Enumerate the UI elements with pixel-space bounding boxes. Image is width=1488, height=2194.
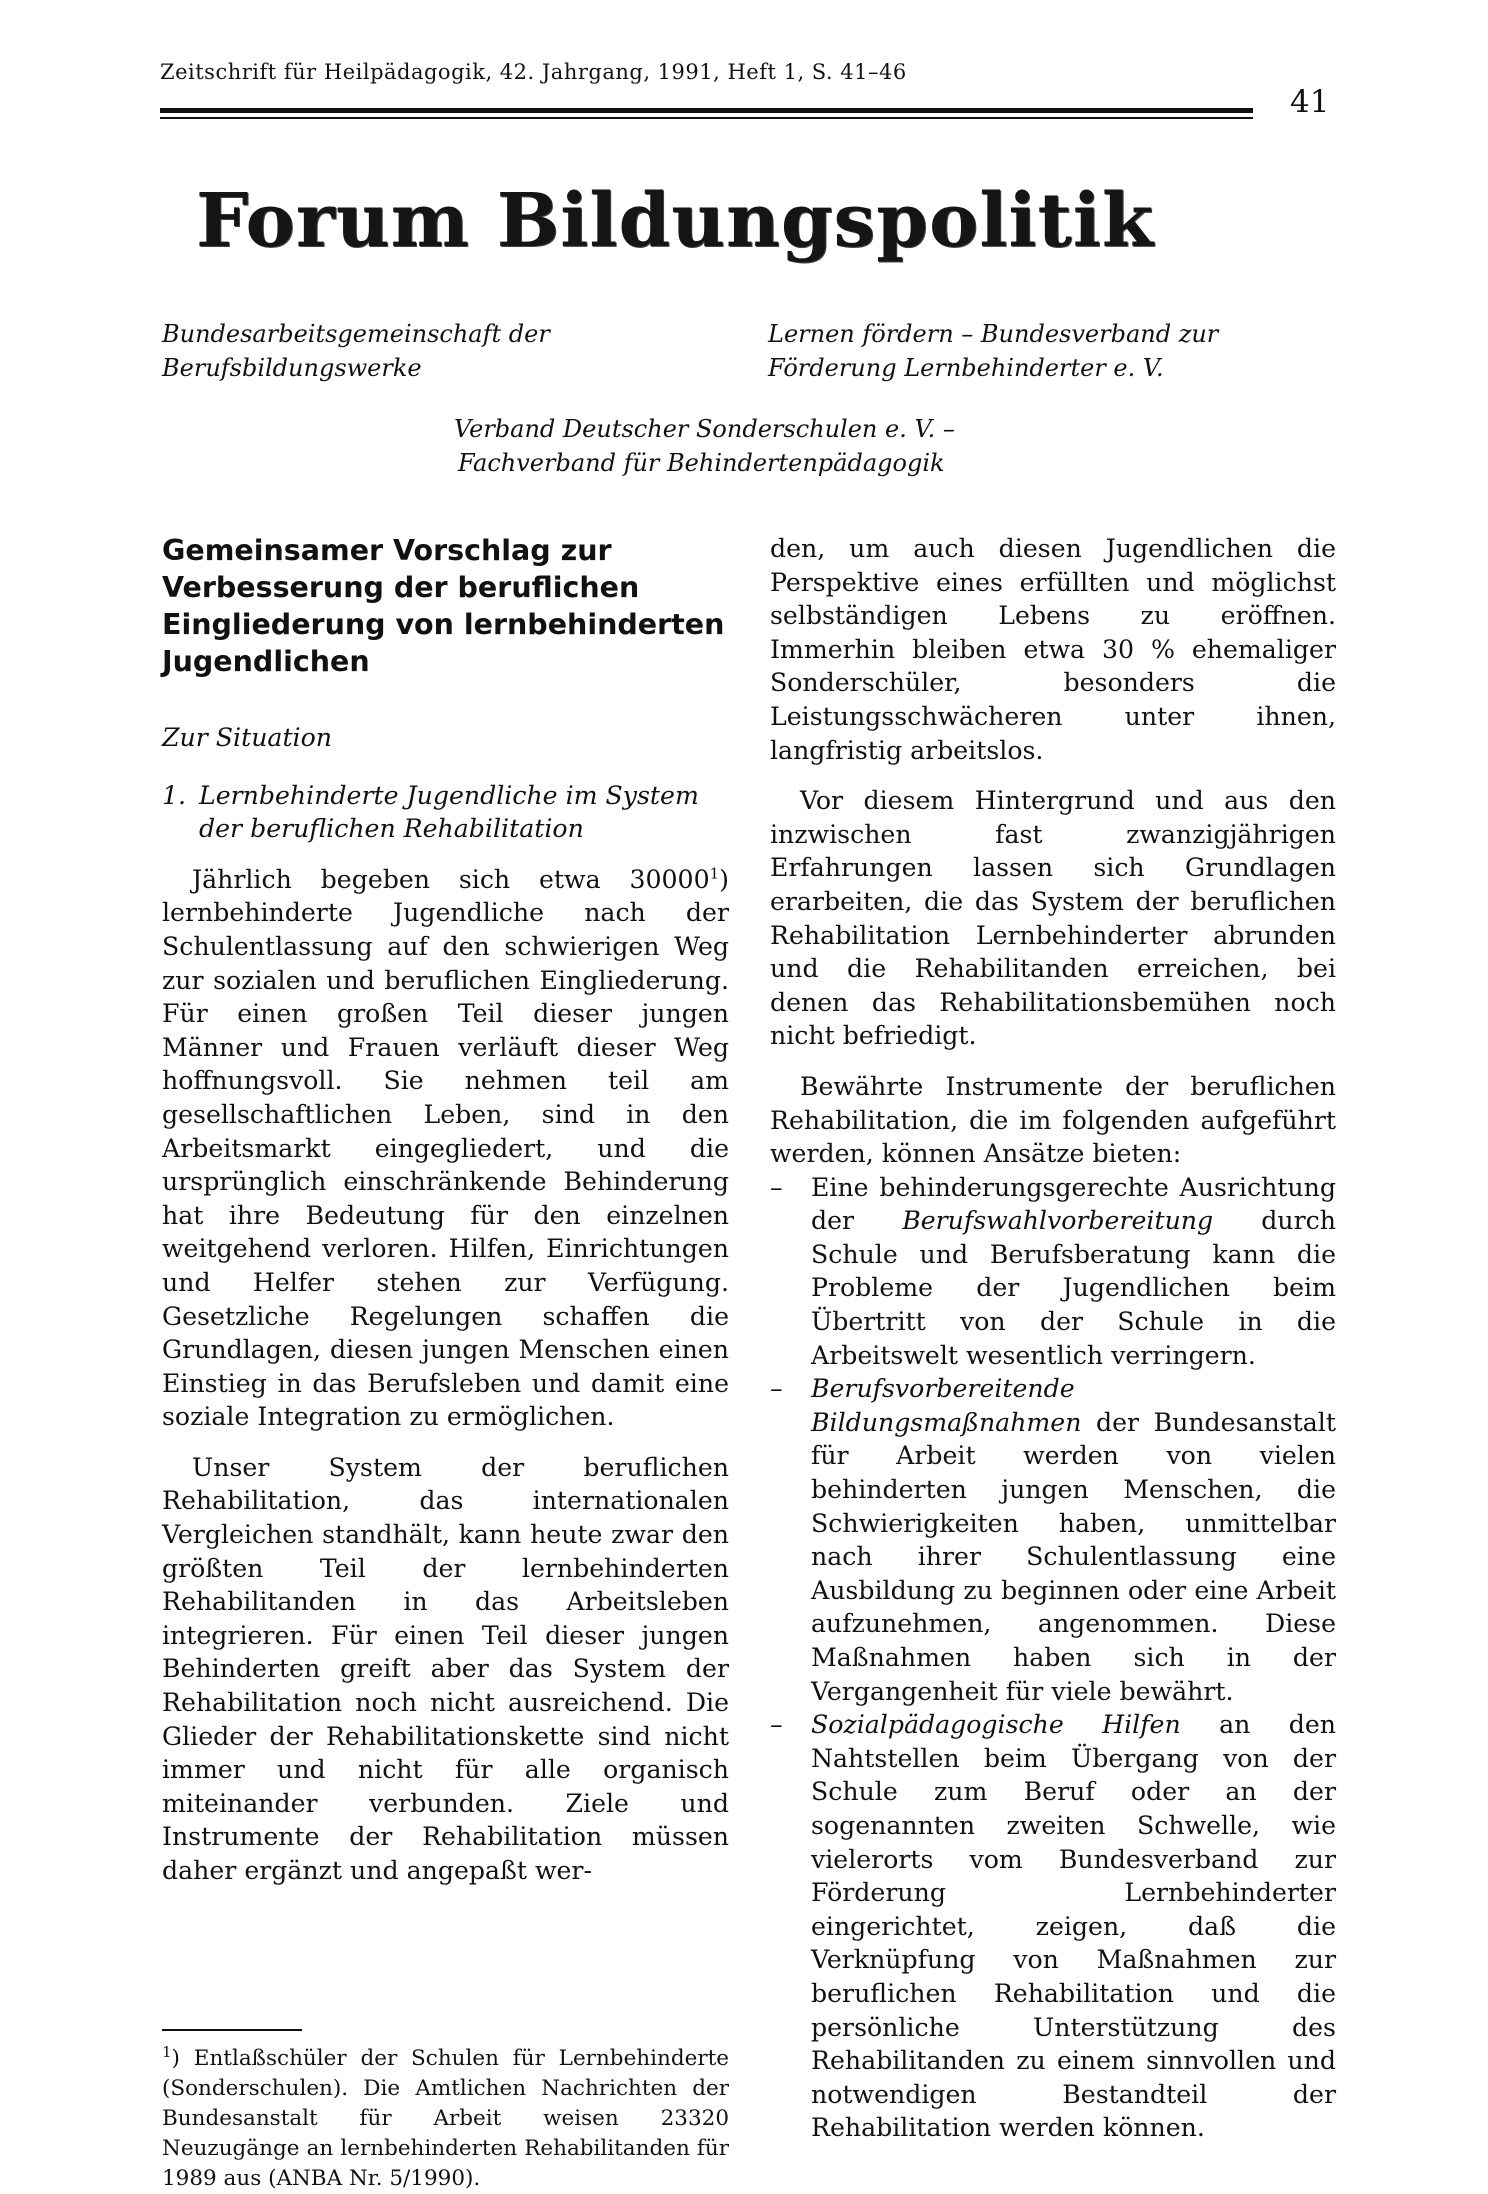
running-head: Zeitschrift für Heilpädagogik, 42. Jahrgang, 1991, Heft 1, S. 41–46 <box>160 60 907 84</box>
section-heading: Zur Situation <box>162 723 333 752</box>
paragraph-4: Bewährte Instrumente der beruflichen Rehabilitation, die im folgenden aufgeführt werden, können Ansätze bieten: <box>770 1071 1336 1169</box>
paragraph-2-continued: den, um auch diesen Jugendlichen die Perspektive eines erfüllten und möglichst selbständigen Lebens zu eröffnen. Immerhin bleiben etwa 30 % ehemaliger Sonderschüler, besonders die Leistungsschwächeren unter ihnen, langfristig arbeitslos. <box>770 534 1336 765</box>
footnote <box>162 2044 729 2194</box>
list-item-3-emphasis: Sozialpädagogische Hilfen <box>811 1710 1181 1740</box>
paragraph-1 <box>162 863 729 1434</box>
list-item-1-start: Eine behinderungsgerechte Ausrichtung der <box>811 1172 1336 1236</box>
partner-left: Bundesarbeitsgemeinschaft der Berufsbildungswerke <box>162 320 550 382</box>
list-item-1-emphasis: Berufswahlvorbereitung <box>902 1206 1214 1236</box>
left-column <box>162 532 729 1888</box>
subsection-title: Lernbehinderte Jugendliche im System der beruflichen Rehabilitation <box>199 780 699 844</box>
paragraph-2: Unser System der beruflichen Rehabilitation, das internationalen Vergleichen standhält, kann heute zwar den größten Teil der lernbehinderten Rehabilitanden in das Arbeitsleben integrieren. Für einen Teil dieser jungen Behinderten greift aber das System der Rehabilitation noch nicht ausreichend. Die Glieder der Rehabilitationskette sind nicht immer und nicht für alle organisch miteinander verbunden. Ziele und Instrumente der Rehabilitation müssen daher ergänzt und angepaßt wer- <box>162 1452 729 1885</box>
footnote-text: ) Entlaßschüler der Schulen für Lernbehinderte (Sonderschulen). Die Amtlichen Nachrichten der Bundesanstalt für Arbeit weisen 23320 Neuzugänge an lernbehinderten Rehabilitanden für 1989 aus (ANBA Nr. 5/1990). <box>162 2046 729 2191</box>
list-item-2-emphasis: Berufsvorbereitende Bildungsmaßnahmen <box>811 1374 1082 1437</box>
paragraph-1-rest: ) lernbehinderte Jugendliche nach der Schulentlassung auf den schwierigen Weg zur sozialen und beruflichen Eingliederung. Für einen großen Teil dieser jungen Männer und Frauen verläuft dieser Weg hoffnungsvoll. Sie nehmen teil am gesellschaftlichen Leben, sind in den Arbeitsmarkt eingegliedert, und die ursprünglich einschränkende Behinderung hat ihre Bedeutung für den einzelnen weitgehend verloren. Hilfen, Einrichtungen und Helfer stehen zur Verfügung. Gesetzliche Regelungen schaffen die Grundlagen, diesen jungen Menschen einen Einstieg in das Berufsleben und damit eine soziale Integration zu ermöglichen. <box>162 864 729 1432</box>
list-item <box>770 1171 1336 1373</box>
footnote-ref: 1 <box>709 864 720 883</box>
partner-center <box>454 412 1054 480</box>
list-item <box>770 1708 1336 2145</box>
subsection-number: 1. <box>162 780 187 810</box>
list-item-2-rest: der Bundesanstalt für Arbeit werden von vielen behinderten jungen Menschen, die Schwierigkeiten haben, unmittelbar nach ihrer Schulentlassung eine Ausbildung zu beginnen oder eine Arbeit aufzunehmen, angenommen. Diese Maßnahmen haben sich in der Vergangenheit für viele bewährt. <box>811 1407 1336 1706</box>
page-number: 41 <box>1290 84 1330 120</box>
list-item-3-rest: an den Nahtstellen beim Übergang von der Schule zum Beruf oder an der sogenannten zweiten Schwelle, wie vielerorts vom Bundesverband zur Förderung Lernbehinderter eingerichtet, zeigen, daß die Verknüpfung von Maßnahmen zur beruflichen Rehabilitation und die persönliche Unterstützung des Rehabilitanden zu einem sinnvollen und notwendigen Bestandteil der Rehabilitation werden können. <box>811 1710 1336 2143</box>
list-dash: – <box>770 1710 783 1740</box>
list-dash: – <box>770 1172 783 1202</box>
article-title: Gemeinsamer Vorschlag zur Verbesserung der beruflichen Eingliederung von lernbehinderten Jugendlichen <box>162 534 725 678</box>
partner-center-line2: Fachverband für Behindertenpädagogik <box>458 449 945 477</box>
partner-center-line1: Verband Deutscher Sonderschulen e. V. – <box>454 415 955 443</box>
list-dash: – <box>770 1374 783 1404</box>
right-column <box>770 532 1336 2145</box>
paragraph-1-start: Jährlich begeben sich etwa 30000 <box>192 864 710 894</box>
footnote-rule <box>162 2029 302 2031</box>
masthead-title: Forum Bildungspolitik <box>196 178 1155 264</box>
partner-right: Lernen fördern – Bundesverband zur Förderung Lernbehinderter e. V. <box>768 320 1219 382</box>
list-item <box>770 1372 1336 1708</box>
list-item-1-rest: durch Schule und Berufsberatung kann die Probleme der Jugendlichen beim Übertritt von der Schule in die Arbeitswelt wesentlich verringern. <box>811 1206 1336 1370</box>
paragraph-3: Vor diesem Hintergrund und aus den inzwischen fast zwanzigjährigen Erfahrungen lassen sich Grundlagen erarbeiten, die das System der beruflichen Rehabilitation Lernbehinderter abrunden und die Rehabilitanden erreichen, bei denen das Rehabilitationsbemühen noch nicht befriedigt. <box>770 786 1336 1051</box>
header-rule-thin <box>160 117 1253 119</box>
header-rule-thick <box>160 108 1253 113</box>
subsection-heading <box>162 779 729 846</box>
footnote-marker: 1 <box>162 2042 172 2061</box>
